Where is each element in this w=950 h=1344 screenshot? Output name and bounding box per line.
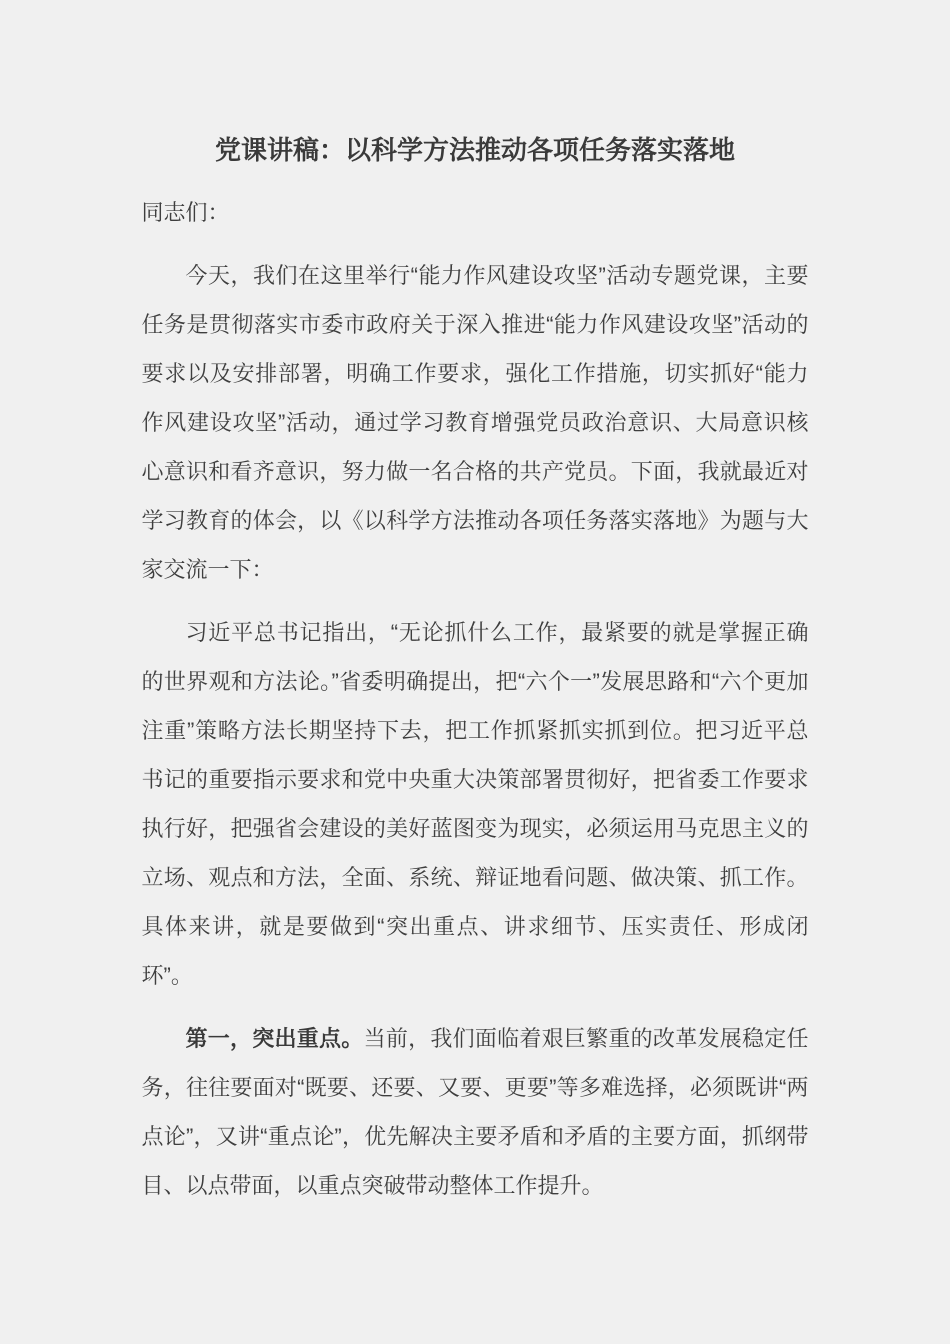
document-page: [142, 0, 809, 1210]
document-title: 党课讲稿：以科学方法推动各项任务落实落地: [214, 135, 735, 165]
paragraph-first-point: [142, 1014, 809, 1210]
paragraph-quote-methodology: 习近平总书记指出，“无论抓什么工作，最紧要的就是掌握正确的世界观和方法论。”省委明确提出，把“六个一”发展思路和“六个更加注重”策略方法长期坚持下去，把工作抓紧抓实抓到位。把习近平总书记的重要指示要求和党中央重大决策部署贯彻好，把省委工作要求执行好，把强省会建设的美好蓝图变为现实，必须运用马克思主义的立场、观点和方法，全面、系统、辩证地看问题、做决策、抓工作。具体来讲，就是要做到“突出重点、讲求细节、压实责任、形成闭环”。: [141, 620, 809, 988]
paragraph-intro: 今天，我们在这里举行“能力作风建设攻坚”活动专题党课，主要任务是贯彻落实市委市政府关于深入推进“能力作风建设攻坚”活动的要求以及安排部署，明确工作要求，强化工作措施，切实抓好“能力作风建设攻坚”活动，通过学习教育增强党员政治意识、大局意识核心意识和看齐意识，努力做一名合格的共产党员。下面，我就最近对学习教育的体会，以《以科学方法推动各项任务落实落地》为题与大家交流一下：: [141, 263, 809, 582]
paragraph-first-point-lead: 第一，突出重点。: [185, 1026, 364, 1051]
salutation-line: 同志们：: [141, 200, 230, 225]
paragraph-first-point-body: 当前，我们面临着艰巨繁重的改革发展稳定任务，往往要面对“既要、还要、又要、更要”等多难选择，必须既讲“两点论”，又讲“重点论”，优先解决主要矛盾和矛盾的主要方面，抓纲带目、以点带面，以重点突破带动整体工作提升。: [141, 1026, 809, 1198]
